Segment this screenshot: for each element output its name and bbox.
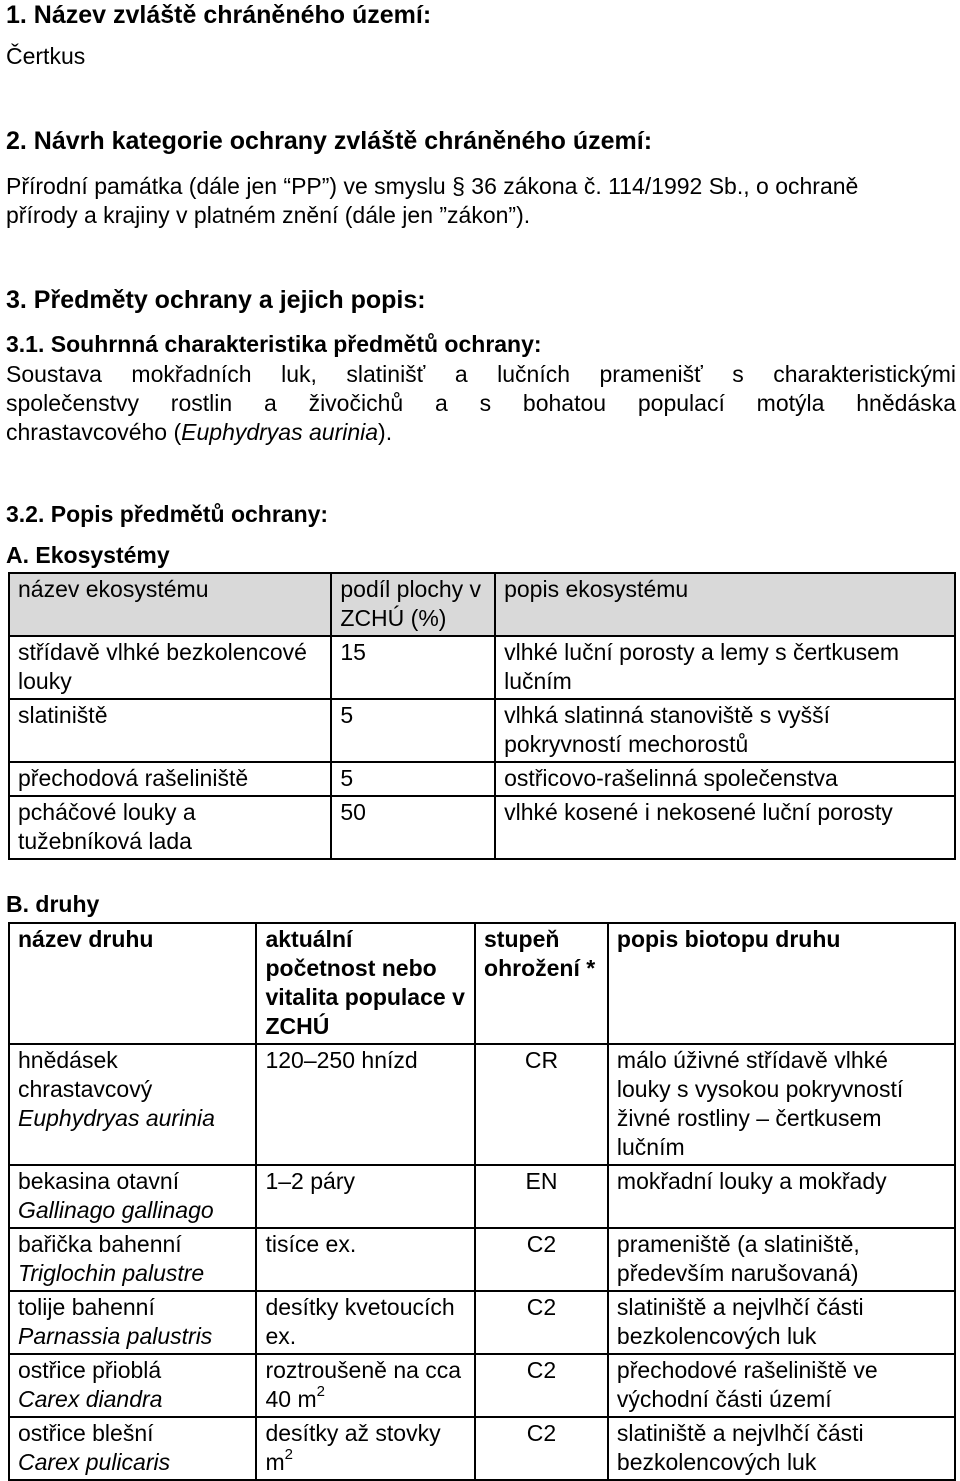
ecosystem-name: pcháčové louky a tužebníková lada [9, 796, 331, 859]
species-name-cell [9, 1044, 256, 1165]
header-biotope: popis biotopu druhu [608, 923, 955, 1044]
species-name-cell [9, 1228, 256, 1291]
header-ecosystem-description: popis ekosystému [495, 573, 955, 636]
table-row [9, 1165, 955, 1228]
species-biotope: mokřadní louky a mokřady [608, 1165, 955, 1228]
section-b-heading: B. druhy [6, 891, 100, 917]
species-latin-name: Gallinago gallinago [18, 1197, 214, 1223]
species-latin-name: Carex pulicaris [18, 1449, 171, 1475]
ecosystems-table [8, 572, 956, 860]
unit-superscript: 2 [284, 1446, 293, 1464]
table-row [9, 796, 955, 859]
line-3-text-b: ). [378, 419, 393, 445]
species-status: EN [475, 1165, 608, 1228]
species-latin-name: Euphydryas aurinia [18, 1105, 215, 1131]
ecosystem-share: 5 [331, 699, 495, 762]
species-biotope: přechodové rašeliniště ve východní části území [608, 1354, 955, 1417]
unit-superscript: 2 [316, 1383, 325, 1401]
ecosystem-share: 50 [331, 796, 495, 859]
area-name: Čertkus [6, 43, 86, 69]
species-status: C2 [475, 1354, 608, 1417]
species-common-name: hnědásek chrastavcový [18, 1047, 153, 1102]
table-row [9, 636, 955, 699]
species-common-name: bekasina otavní [18, 1168, 180, 1194]
species-name-cell [9, 1165, 256, 1228]
species-name-cell [9, 1291, 256, 1354]
species-count: tisíce ex. [256, 1228, 475, 1291]
species-latin-name: Parnassia palustris [18, 1323, 213, 1349]
header-ecosystem-name: název ekosystému [9, 573, 331, 636]
table-header-row [9, 923, 955, 1044]
species-count-cell [256, 1354, 475, 1417]
species-table [8, 922, 956, 1481]
species-count: 1–2 páry [256, 1165, 475, 1228]
header-area-share: podíl plochy v ZCHÚ (%) [331, 573, 495, 636]
species-latin-name: Triglochin palustre [18, 1260, 205, 1286]
ecosystem-description: vlhká slatinná stanoviště s vyšší pokryvností mechorostů [495, 699, 955, 762]
section-3-2-heading: 3.2. Popis předmětů ochrany: [6, 501, 329, 527]
ecosystem-description: ostřicovo-rašelinná společenstva [495, 762, 955, 796]
header-threat-level: stupeň ohrožení * [475, 923, 608, 1044]
species-biotope: slatiniště a nejvlhčí části bezkolencových luk [608, 1291, 955, 1354]
ecosystem-description: vlhké kosené i nekosené luční porosty [495, 796, 955, 859]
section-3-1-line-1: Soustava mokřadních luk, slatinišť a lučních pramenišť s charakteristickými [6, 361, 956, 387]
species-count-cell [256, 1417, 475, 1480]
species-biotope: slatiniště a nejvlhčí části bezkolencových luk [608, 1417, 955, 1480]
species-count: roztroušeně na cca 40 m [265, 1357, 462, 1412]
section-2-text-line-2: přírody a krajiny v platném znění (dále jen ”zákon”). [6, 202, 531, 228]
ecosystem-description: vlhké luční porosty a lemy s čertkusem lučním [495, 636, 955, 699]
section-a-heading: A. Ekosystémy [6, 542, 170, 568]
species-count: desítky kvetoucích ex. [256, 1291, 475, 1354]
species-common-name: tolije bahenní [18, 1294, 155, 1320]
species-name-cell [9, 1354, 256, 1417]
section-3-1-line-3 [6, 418, 392, 447]
ecosystem-name: střídavě vlhké bezkolencové louky [9, 636, 331, 699]
species-status: C2 [475, 1228, 608, 1291]
species-common-name: ostřice blešní [18, 1420, 154, 1446]
section-2-text-line-1: Přírodní památka (dále jen “PP”) ve smyslu § 36 zákona č. 114/1992 Sb., o ochraně [6, 173, 859, 199]
species-common-name: ostřice přioblá [18, 1357, 162, 1383]
ecosystem-name: přechodová rašeliniště [9, 762, 331, 796]
header-population: aktuální početnost nebo vitalita populace v ZCHÚ [256, 923, 475, 1044]
species-latin-name: Euphydryas aurinia [181, 419, 379, 445]
ecosystem-share: 5 [331, 762, 495, 796]
table-row [9, 1044, 955, 1165]
species-biotope: málo úživné střídavě vlhké louky s vysokou pokryvností živné rostliny – čertkusem lučním [608, 1044, 955, 1165]
header-species-name: název druhu [9, 923, 256, 1044]
line-3-text-a: chrastavcového ( [6, 419, 182, 445]
section-3-heading: 3. Předměty ochrany a jejich popis: [6, 286, 426, 314]
species-biotope: prameniště (a slatiniště, především narušovaná) [608, 1228, 955, 1291]
section-3-1-line-2: společenstvy rostlin a živočichů a s bohatou populací motýla hnědáska [6, 390, 956, 416]
table-row [9, 762, 955, 796]
species-status: C2 [475, 1291, 608, 1354]
section-2-heading: 2. Návrh kategorie ochrany zvláště chráněného území: [6, 127, 653, 155]
table-header-row [9, 573, 955, 636]
species-count: desítky až stovky m [265, 1420, 441, 1475]
species-name-cell [9, 1417, 256, 1480]
species-latin-name: Carex diandra [18, 1386, 163, 1412]
table-row [9, 1354, 955, 1417]
species-common-name: bařička bahenní [18, 1231, 182, 1257]
species-status: CR [475, 1044, 608, 1165]
table-row [9, 1291, 955, 1354]
species-count: 120–250 hnízd [256, 1044, 475, 1165]
table-row [9, 1228, 955, 1291]
section-1-heading: 1. Název zvláště chráněného území: [6, 1, 432, 29]
species-status: C2 [475, 1417, 608, 1480]
ecosystem-name: slatiniště [9, 699, 331, 762]
table-row [9, 699, 955, 762]
table-row [9, 1417, 955, 1480]
ecosystem-share: 15 [331, 636, 495, 699]
section-3-1-heading: 3.1. Souhrnná charakteristika předmětů ochrany: [6, 331, 542, 357]
